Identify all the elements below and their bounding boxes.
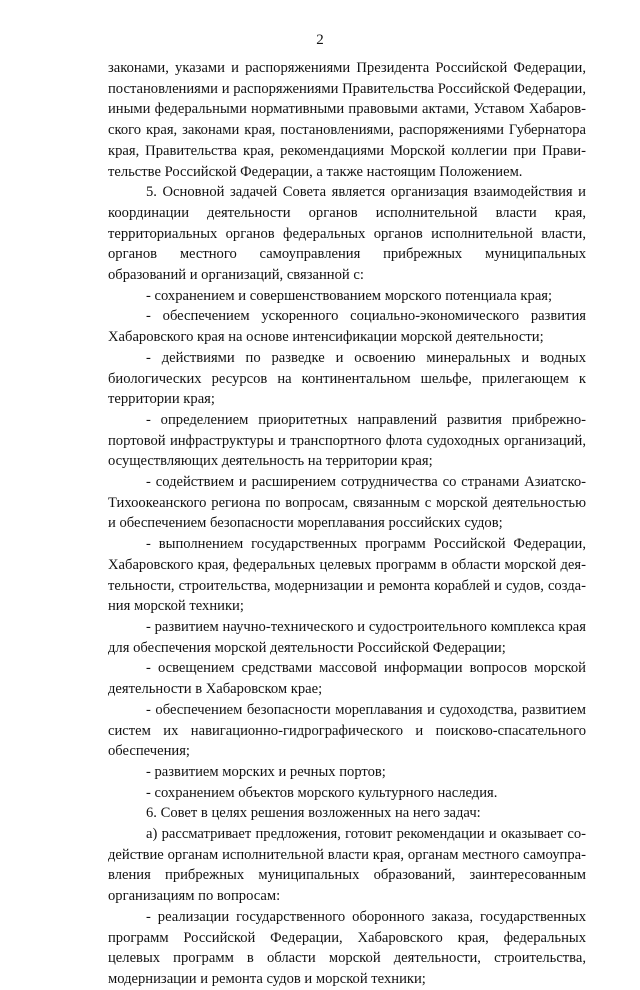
list-item: - содействием и расширением сотрудничества со странами Азиатско-Тихоокеанского региона по вопросам, связанным с морской деятельностью и обеспечением безопасности мореплавания российских судов; xyxy=(108,474,586,532)
list-item: - развитием научно-технического и судостроительного комплекса края для обеспечения морской деятельности Российской Федерации; xyxy=(108,618,586,656)
list-item: - обеспечением ускоренного социально-экономического развития Хабаровского края на основе интенсификации морской деятельности; xyxy=(108,308,586,346)
list-item: - реализации государственного оборонного заказа, государственных программ Российской Федерации, Хабаровского края, федеральных целевых программ в области морской деятельности, строительства, модернизации и ремонта судов и морской техники; xyxy=(108,908,586,987)
list-item: - сохранением объектов морского культурного наследия. xyxy=(146,784,498,801)
list-item: - выполнением государственных программ Российской Федерации, Хабаровского края, федеральных целевых программ в области морской деятельности, строительства, модернизации и ремонта кораблей и судов, создания морской техники; xyxy=(108,536,586,615)
list-item: - обеспечением безопасности мореплавания и судоходства, развитием систем их навигационно-гидрографического и поисково-спасательного обеспечения; xyxy=(108,701,586,760)
paragraph: а) рассматривает предложения, готовит рекомендации и оказывает содействие органам исполнительной власти края, органам местного самоуправления прибрежных муниципальных образований, заинтересованным организациям по вопросам: xyxy=(108,826,586,905)
list-item: - освещением средствами массовой информации вопросов морской деятельности в Хабаровском крае; xyxy=(108,660,586,698)
list-item: - определением приоритетных направлений развития прибрежно-портовой инфраструктуры и транспортного флота судоходных организаций, осуществляющих деятельность на территории края; xyxy=(108,411,586,470)
paragraph: 6. Совет в целях решения возложенных на него задач: xyxy=(146,805,481,822)
paragraph: 5. Основной задачей Совета является организация взаимодействия и координации деятельности органов исполнительной власти края, территориальных органов федеральных органов исполнительной власти, органов местного самоуправления прибрежных муниципальных образований и организаций, связанной с: xyxy=(108,184,586,284)
document-body xyxy=(108,58,586,990)
list-item: - развитием морских и речных портов; xyxy=(146,763,386,780)
list-item: - действиями по разведке и освоению минеральных и водных биологических ресурсов на континентальном шельфе, прилегающем к территории края; xyxy=(108,349,586,408)
paragraph: законами, указами и распоряжениями Президента Российской Федерации, постановлениями и распоряжениями Правительства Российской Федерации, иными федеральными нормативными правовыми актами, Уставом Хабаровского края, законами края, постановлениями, распоряжениями Губернатора края, Правительства края, рекомендациями Морской коллегии при Правительстве Российской Федерации, а также настоящим Положением. xyxy=(108,60,586,180)
page-number: 2 xyxy=(316,32,324,48)
list-item: - сохранением и совершенствованием морского потенциала края; xyxy=(146,287,553,304)
